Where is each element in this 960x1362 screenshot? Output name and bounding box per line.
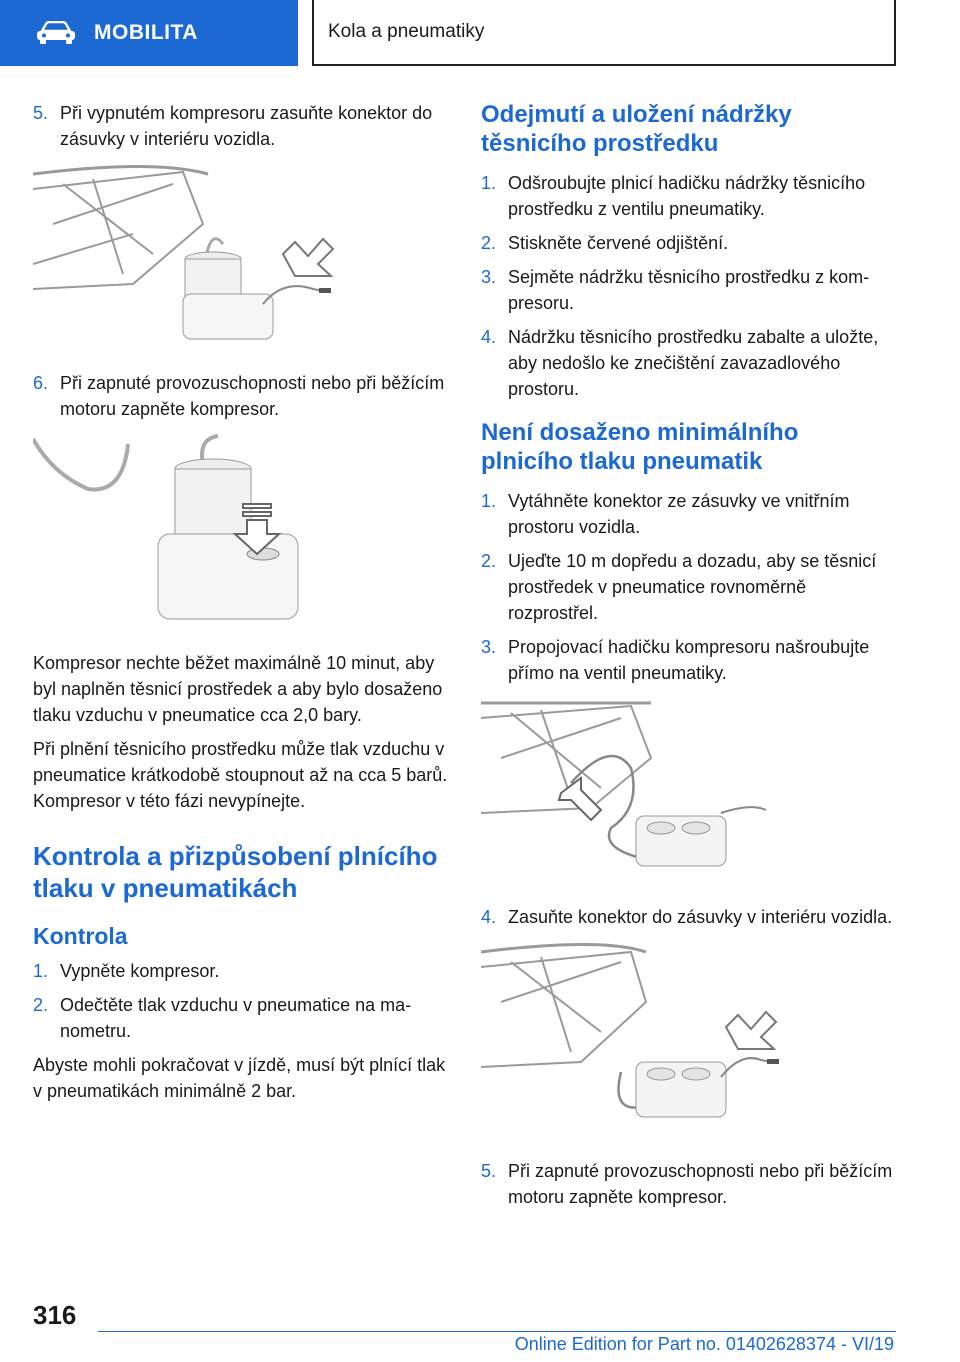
step-number: 6. xyxy=(33,373,49,393)
step-text: Stiskněte červené odjištění. xyxy=(508,233,729,253)
edition-info: Online Edition for Part no. 01402628374 - VI/19 xyxy=(514,1334,894,1354)
step-number: 1. xyxy=(481,173,497,193)
step-number: 2. xyxy=(33,995,49,1015)
page-header xyxy=(0,0,960,66)
list-item xyxy=(481,548,895,626)
step-number: 3. xyxy=(481,637,497,657)
step-number: 2. xyxy=(481,551,497,571)
list-item xyxy=(481,634,895,686)
step-number: 3. xyxy=(481,267,497,287)
step-number: 2. xyxy=(481,233,497,253)
section-heading: Není dosaženo minimálního plnicího tlaku pneumatik xyxy=(481,419,799,475)
step-text: Při vypnutém kompresoru zasuňte konektor do zásuvky v interiéru vozidla. xyxy=(60,103,433,149)
step-number: 1. xyxy=(33,961,49,981)
left-column xyxy=(33,100,449,1112)
paragraph: Při plnění těsnicího prostředku může tlak vzduchu v pneumatice krátkodobě stoupnout až na cca 5 barů. Kompresor v této fázi nevypínejte. xyxy=(33,739,448,811)
page-number: 316 xyxy=(33,1300,77,1330)
list-item xyxy=(481,324,895,402)
step-text: Zasuňte konektor do zásuvky v interiéru vozidla. xyxy=(508,907,893,927)
section-label: MOBILITA xyxy=(94,21,198,44)
step-number: 1. xyxy=(481,491,497,511)
figure-compressor-switch xyxy=(33,434,449,634)
step-text: Ujeďte 10 m dopředu a dozadu, aby se těsnicí prostředek v pneumatice rovnoměrně rozprostřel. xyxy=(508,551,877,623)
section-tab[interactable] xyxy=(0,0,298,66)
paragraph: Abyste mohli pokračovat v jízdě, musí být plnící tlak v pneumatikách minimálně 2 bar. xyxy=(33,1055,446,1101)
figure-hose-valve xyxy=(481,698,895,888)
car-icon xyxy=(36,21,76,45)
section-heading: Odejmutí a uložení nádržky těsnicího prostředku xyxy=(481,101,792,157)
list-item xyxy=(33,992,449,1044)
list-item xyxy=(481,904,895,930)
list-item xyxy=(33,100,449,152)
list-item xyxy=(481,488,895,540)
step-text: Propojovací hadičku kompresoru našroubujte přímo na ventil pneumatiky. xyxy=(508,637,870,683)
step-text: Sejměte nádržku těsnicího prostředku z kompresoru. xyxy=(508,267,870,313)
list-item xyxy=(481,170,895,222)
step-text: Vypněte kompresor. xyxy=(60,961,220,981)
paragraph: Kompresor nechte běžet maximálně 10 minut, aby byl naplněn těsnicí prostředek a aby bylo dosaženo tlaku vzduchu v pneumatice cca 2,0 bary. xyxy=(33,653,443,725)
footer-divider xyxy=(98,1331,896,1332)
step-number: 5. xyxy=(481,1161,497,1181)
step-number: 4. xyxy=(481,907,497,927)
step-text: Při zapnuté provozuschopnosti nebo při běžícím motoru zapněte kompresor. xyxy=(508,1161,893,1207)
step-text: Nádržku těsnicího prostředku zabalte a uložte, aby nedošlo ke znečištění zavazadlového prostoru. xyxy=(508,327,879,399)
step-text: Při zapnuté provozuschopnosti nebo při běžícím motoru zapněte kompresor. xyxy=(60,373,445,419)
list-item xyxy=(481,1158,895,1210)
figure-compressor-connector xyxy=(481,942,895,1142)
chapter-title: Kola a pneumatiky xyxy=(312,0,896,66)
step-number: 4. xyxy=(481,327,497,347)
step-text: Odšroubujte plnicí hadičku nádržky těsnicího prostředku z ventilu pneumatiky. xyxy=(508,173,866,219)
right-column xyxy=(481,100,895,1218)
step-text: Odečtěte tlak vzduchu v pneumatice na manometru. xyxy=(60,995,412,1041)
list-item xyxy=(33,370,449,422)
subsection-heading: Kontrola xyxy=(33,923,128,949)
section-heading: Kontrola a přizpůsobení plnícího tlaku v pneumatikách xyxy=(33,841,438,903)
list-item xyxy=(481,230,895,256)
list-item xyxy=(481,264,895,316)
figure-compressor-wheel xyxy=(33,164,449,354)
list-item xyxy=(33,958,449,984)
step-text: Vytáhněte konektor ze zásuvky ve vnitřním prostoru vozidla. xyxy=(508,491,850,537)
step-number: 5. xyxy=(33,103,49,123)
